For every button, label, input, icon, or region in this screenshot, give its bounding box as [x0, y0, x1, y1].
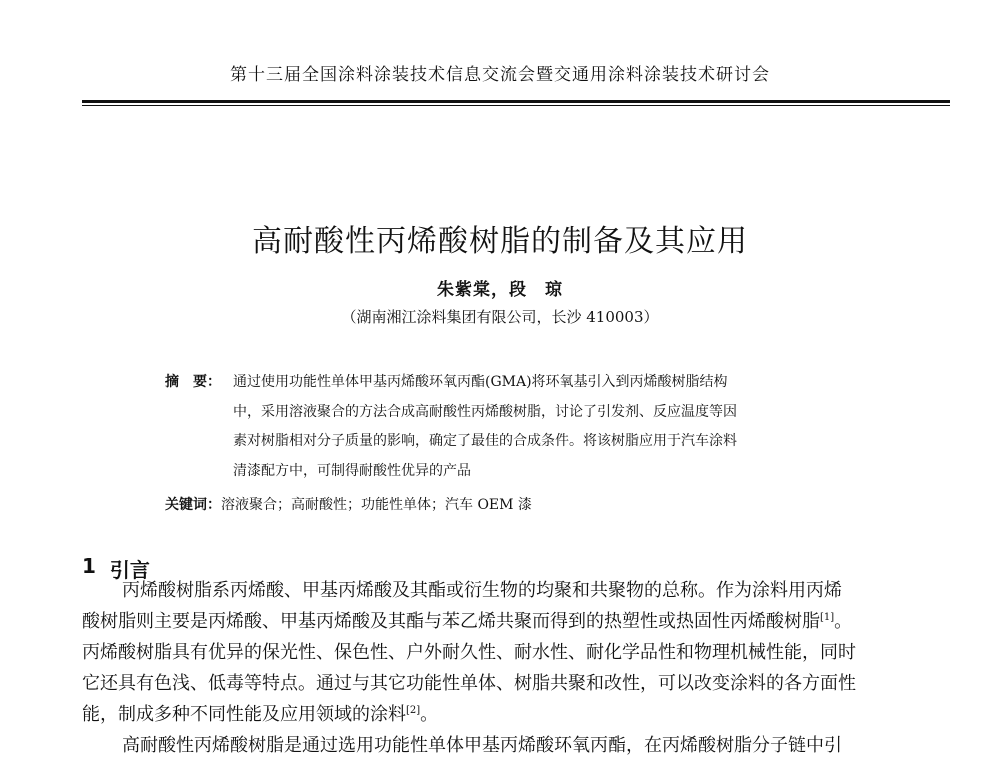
citation-ref: [2]: [406, 705, 421, 716]
paper-title: 高耐酸性丙烯酸树脂的制备及其应用: [252, 224, 748, 260]
keywords: [165, 494, 870, 514]
line-text: 它还具有色浅、低毒等特点。通过与其它功能性单体、树脂共聚和改性，可以改变涂料的各方面性: [82, 673, 856, 694]
line-tail: 。: [420, 704, 439, 725]
citation-ref: [1]: [820, 612, 835, 623]
line-text: 酸树脂则主要是丙烯酸、甲基丙烯酸及其酯与苯乙烯共聚而得到的热塑性或热固性丙烯酸树脂: [82, 611, 820, 632]
paragraph-line: [82, 575, 942, 606]
abstract-first-row: [165, 368, 870, 398]
header-rule-thin: [82, 105, 950, 106]
paragraph-line: [82, 637, 942, 668]
section-number: 1: [82, 554, 96, 578]
abstract: [165, 368, 870, 486]
abstract-line: 中，采用溶液聚合的方法合成高耐酸性丙烯酸树脂，讨论了引发剂、反应温度等因: [233, 403, 737, 420]
paper-authors: 朱紫棠，段 琼: [437, 280, 563, 300]
paragraph-line: [82, 730, 942, 761]
paragraph-line: [82, 668, 942, 699]
paragraph-line: [82, 606, 942, 637]
abstract-line: 素对树脂相对分子质量的影响，确定了最佳的合成条件。将该树脂应用于汽车涂料: [233, 433, 737, 449]
running-header: 第十三届全国涂料涂装技术信息交流会暨交通用涂料涂装技术研讨会: [230, 65, 770, 85]
section-title: 引言: [109, 558, 150, 582]
abstract-line: 清漆配方中，可制得耐酸性优异的产品: [233, 462, 471, 479]
line-text: 高耐酸性丙烯酸树脂是通过选用功能性单体甲基丙烯酸环氧丙酯，在丙烯酸树脂分子链中引: [122, 735, 842, 756]
abstract-label: 摘 要：: [165, 374, 221, 390]
line-text: 能，制成多种不同性能及应用领域的涂料: [82, 704, 406, 725]
header-rule: [82, 100, 950, 103]
keywords-label: 关键词：: [165, 497, 221, 513]
paragraph-line: [82, 699, 942, 730]
line-tail: 。: [834, 611, 853, 632]
paper-affiliation: （湖南湘江涂料集团有限公司，长沙 410003）: [341, 308, 659, 326]
section-body: [82, 575, 942, 761]
abstract-line: 通过使用功能性单体甲基丙烯酸环氧丙酯(GMA)将环氧基引入到丙烯酸树脂结构: [233, 374, 728, 390]
keywords-text: 溶液聚合；高耐酸性；功能性单体；汽车 OEM 漆: [221, 497, 532, 513]
line-text: 丙烯酸树脂系丙烯酸、甲基丙烯酸及其酯或衍生物的均聚和共聚物的总称。作为涂料用丙烯: [122, 580, 842, 601]
line-text: 丙烯酸树脂具有优异的保光性、保色性、户外耐久性、耐水性、耐化学品性和物理机械性能，同时: [82, 642, 856, 663]
